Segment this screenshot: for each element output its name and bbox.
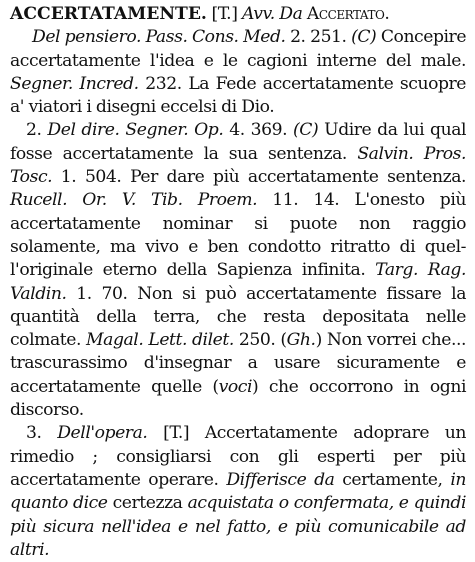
sense-2 — [10, 119, 466, 422]
sense-2-cite-5-loc: 250. — [238, 330, 276, 351]
entry-tag: [T.] — [211, 4, 238, 24]
sense-3-label: Dell'opera. — [57, 423, 148, 444]
sense-2-text-5b: che occorrono in ogni discorso. — [10, 376, 466, 421]
sense-2-cite-3-loc: 11. 14. — [272, 190, 340, 211]
sense-1-label: Del pensiero. — [32, 27, 142, 48]
sense-2-cite-5-mark-open: ( — [280, 330, 287, 351]
sense-2-cite-2-loc: 1. 504. — [60, 167, 122, 188]
sense-3-note-2: certamente, — [342, 469, 443, 490]
part-of-speech: Avv. — [241, 4, 275, 24]
sense-1-cite-1: Pass. Cons. Med. — [145, 27, 286, 48]
sense-1-cite-2-loc: 232. — [145, 73, 182, 94]
sense-2-text-5-open: ( — [212, 376, 219, 397]
sense-3-note-5: acquistata o confermata, e quindi più sicura nell'idea e nel fatto, e più comunicabile ad altri. — [10, 493, 467, 560]
sense-2-cite-5-mark: Gh. — [286, 330, 316, 351]
sense-2-text-1: Udire da lui qual fosse accertatamente la sua sentenza. — [10, 120, 467, 164]
etymology-word: Accertato — [306, 4, 385, 24]
sense-2-cite-5-mark-group — [280, 330, 321, 350]
sense-2-number: 2. — [26, 120, 42, 141]
sense-2-label: Del dire. — [47, 120, 120, 141]
sense-2-cite-4-loc: 1. 70. — [76, 283, 128, 304]
sense-2-text-5-paren — [212, 377, 258, 397]
sense-2-cite-3: Rucell. Or. V. Tib. Proem. — [10, 190, 258, 211]
sense-2-text-4: Non si può accertatamente fissare la quantità della terra, che resta depositata nelle colmate. — [10, 283, 466, 351]
sense-2-cite-5: Magal. Lett. dilet. — [86, 330, 234, 351]
entry-header — [10, 3, 466, 26]
sense-3-note-3: in quanto dice — [10, 469, 466, 514]
sense-1-text-1: Concepire accertatamente l'idea e le cagioni interne del male. — [10, 27, 467, 71]
sense-3-number: 3. — [26, 423, 42, 444]
etymology-prefix: Da — [279, 4, 303, 24]
sense-3 — [10, 422, 466, 562]
headword: ACCERTATAMENTE. — [10, 4, 207, 24]
sense-2-text-5-italic: voci — [218, 376, 253, 397]
sense-2-text-5a: Non vorrei che... trascurassimo d'insegnar a usare sicuramente e accertatamente quelle — [10, 330, 467, 397]
sense-3-note-4: certezza — [112, 493, 183, 514]
sense-2-cite-1-mark: (C) — [293, 120, 319, 141]
sense-2-cite-4: Targ. Rag. Valdin. — [10, 260, 467, 304]
sense-3-note-1: Differisce da — [226, 469, 335, 490]
sense-1-cite-1-mark: (C) — [351, 27, 377, 48]
sense-1 — [10, 26, 466, 119]
sense-2-cite-2: Salvin. Pros. Tosc. — [10, 143, 466, 188]
sense-2-cite-1: Segner. Op. — [125, 120, 224, 141]
etymology-end: . — [384, 4, 390, 24]
sense-1-text-2: La Fede accertatamente scuopre a' viatori i disegni eccelsi di Dio. — [10, 73, 467, 118]
sense-2-text-3: L'onesto più accertatamente nominar si puote non raggio solamente, ma vivo e ben condotto ritratto di quel-l'originale eterno della Sapienza infinita. — [10, 190, 466, 281]
sense-1-cite-2: Segner. Incred. — [10, 73, 139, 94]
sense-2-cite-1-loc: 4. 369. — [229, 120, 288, 141]
sense-3-tag: [T.] — [163, 423, 190, 444]
sense-2-text-5-close: ) — [252, 376, 259, 397]
sense-2-cite-5-mark-close: ) — [315, 330, 322, 351]
sense-3-text-1: Accertatamente adoprare un rimedio ; consigliarsi con gli esperti per più accertatamente operare. — [10, 423, 467, 490]
sense-2-text-2: Per dare più accertatamente sentenza. — [130, 167, 466, 188]
dictionary-entry — [10, 3, 466, 562]
sense-1-cite-1-loc: 2. 251. — [290, 27, 347, 48]
